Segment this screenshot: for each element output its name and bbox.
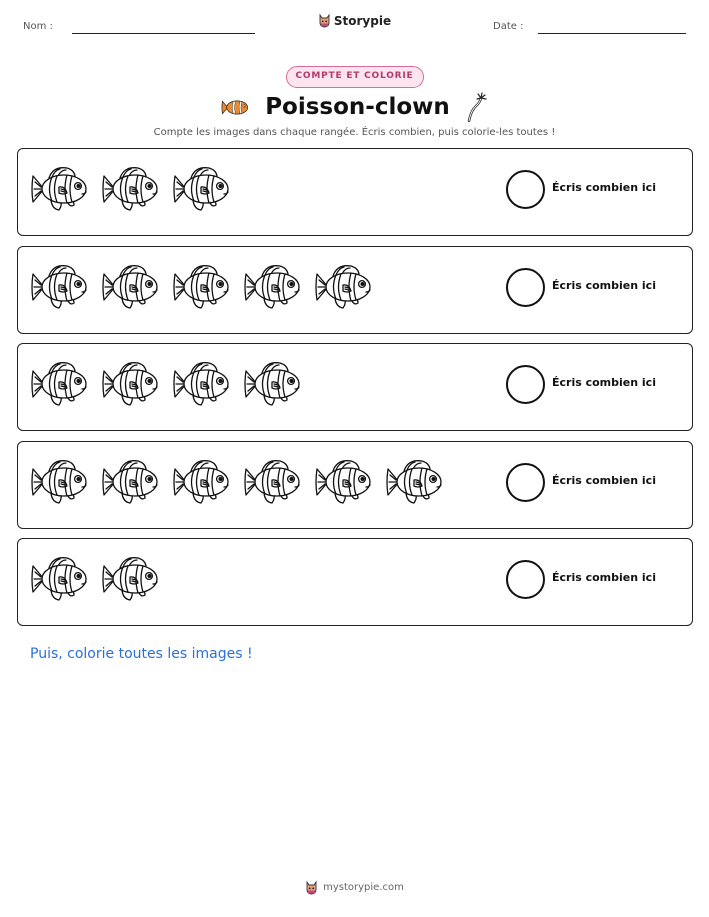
clownfish-outline-icon bbox=[243, 261, 306, 313]
clownfish-outline-icon bbox=[30, 261, 93, 313]
site-url: mystorypie.com bbox=[323, 882, 404, 893]
clownfish-outline-icon bbox=[30, 163, 93, 215]
footer-note: Puis, colorie toutes les images ! bbox=[30, 646, 253, 662]
clownfish-outline-icon bbox=[243, 358, 306, 410]
answer-label: Écris combien ici bbox=[552, 278, 656, 292]
fish-group bbox=[30, 358, 306, 410]
clownfish-outline-icon bbox=[172, 456, 235, 508]
title-row bbox=[0, 90, 709, 124]
clownfish-outline-icon bbox=[30, 553, 93, 605]
clownfish-outline-icon bbox=[172, 358, 235, 410]
answer-circle[interactable] bbox=[506, 560, 545, 599]
fish-group bbox=[30, 553, 164, 605]
clownfish-icon bbox=[221, 95, 251, 120]
name-label: Nom : bbox=[23, 21, 53, 32]
answer-label: Écris combien ici bbox=[552, 376, 656, 389]
clownfish-outline-icon bbox=[30, 456, 93, 508]
name-line[interactable] bbox=[72, 33, 255, 34]
answer-label: Écris combien ici bbox=[552, 473, 656, 487]
instructions: Compte les images dans chaque rangée. Écris combien, puis colorie-les toutes ! bbox=[153, 127, 556, 138]
fish-group bbox=[30, 261, 377, 313]
clownfish-outline-icon bbox=[30, 358, 93, 410]
answer-circle[interactable] bbox=[506, 170, 545, 209]
clownfish-outline-icon bbox=[101, 261, 164, 313]
activity-badge: COMPTE ET COLORIE bbox=[286, 66, 424, 88]
clownfish-outline-icon bbox=[385, 456, 448, 508]
counting-row bbox=[17, 148, 693, 236]
answer-circle[interactable] bbox=[506, 268, 545, 307]
date-label: Date : bbox=[493, 21, 524, 32]
clownfish-outline-icon bbox=[172, 261, 235, 313]
brand-logo bbox=[0, 13, 709, 28]
storypie-mascot-icon bbox=[318, 13, 331, 28]
fish-group bbox=[30, 456, 448, 508]
answer-label: Écris combien ici bbox=[552, 571, 656, 584]
clownfish-outline-icon bbox=[101, 358, 164, 410]
sea-anemone-icon bbox=[464, 92, 488, 122]
clownfish-outline-icon bbox=[101, 553, 164, 605]
counting-row bbox=[17, 538, 693, 626]
answer-circle[interactable] bbox=[506, 463, 545, 502]
counting-row bbox=[17, 441, 693, 529]
counting-row bbox=[17, 246, 693, 334]
brand-name: Storypie bbox=[333, 13, 392, 28]
page-title: Poisson-clown bbox=[265, 94, 450, 120]
site-footer bbox=[0, 880, 709, 895]
clownfish-outline-icon bbox=[101, 456, 164, 508]
counting-row bbox=[17, 343, 693, 431]
clownfish-outline-icon bbox=[314, 456, 377, 508]
clownfish-outline-icon bbox=[314, 261, 377, 313]
clownfish-outline-icon bbox=[172, 163, 235, 215]
answer-label: Écris combien ici bbox=[552, 181, 656, 194]
clownfish-outline-icon bbox=[101, 163, 164, 215]
fish-group bbox=[30, 163, 235, 215]
storypie-mascot-icon bbox=[305, 880, 318, 895]
date-line[interactable] bbox=[538, 33, 686, 34]
clownfish-outline-icon bbox=[243, 456, 306, 508]
answer-circle[interactable] bbox=[506, 365, 545, 404]
